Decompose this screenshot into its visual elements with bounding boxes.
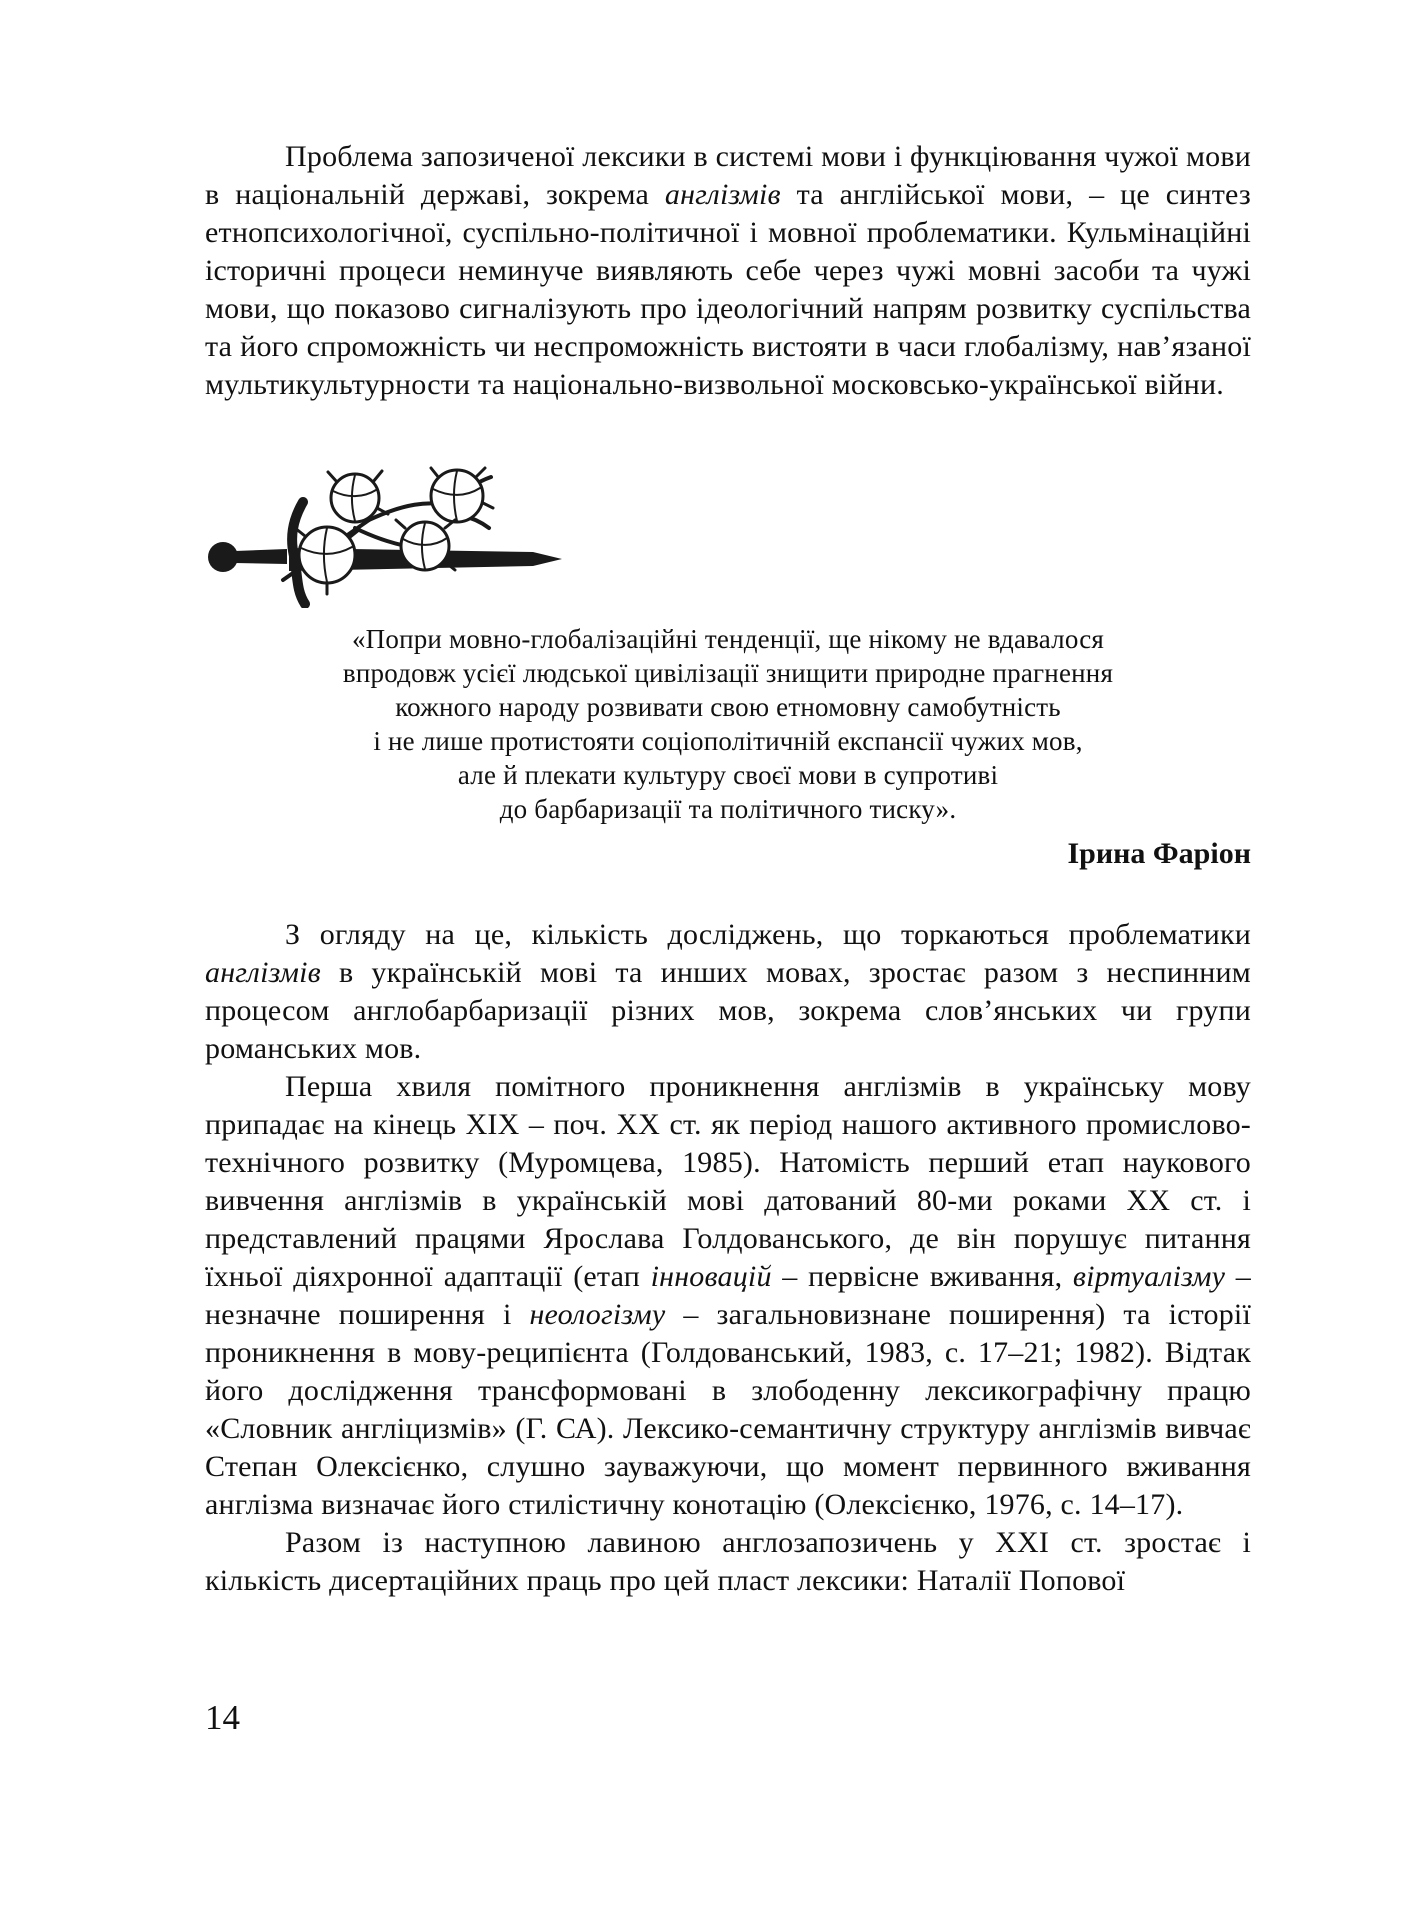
epigraph-quote	[205, 622, 1251, 872]
sword-cotton-branch-icon	[205, 458, 565, 608]
page-number: 14	[205, 1698, 240, 1737]
paragraph-research: З огляду на це, кількість досліджень, що торкаються проблематики англізмів в українській мові та инших мовах, зростає разом з неспинним процесом англобарбаризації різних мов, зокрема слов’янських чи групи романських мов.	[205, 918, 1251, 1065]
paragraph-intro: Проблема запозиченої лексики в системі мови і функціювання чужої мови в національній державі, зокрема англізмів та англійської мови, – це синтез етнопсихологічної, суспільно-політичної і мовної проблематики. Кульмінаційні історичні процеси неминуче виявляють себе через чужі мовні засоби та чужі мови, що показово сигналізують про ідеологічний напрям розвитку суспільства та його спроможність чи неспроможність вистояти в часи глобалізму, нав’язаної мультикультурности та національно-визвольної московсько-української війни.	[205, 140, 1251, 401]
quote-line: кожного народу розвивати свою етномовну самобутність	[395, 692, 1061, 722]
quote-line: впродовж усієї людської цивілізації знищити природне прагнення	[342, 658, 1114, 688]
paragraph-dissertations: Разом із наступною лавиною англозапозичень у ХХІ ст. зростає і кількість дисертаційних праць про цей пласт лексики: Наталії Попової	[205, 1526, 1251, 1597]
quote-line: «Попри мовно-глобалізаційні тенденції, ще нікому не вдавалося	[351, 624, 1105, 654]
quote-line: до барбаризації та політичного тиску».	[499, 794, 957, 824]
sword-cotton-ornament	[205, 458, 565, 608]
paragraph-first-wave: Перша хвиля помітного проникнення англізмів в українську мову припадає на кінець ХІХ – поч. ХХ ст. як період нашого активного промислово-технічного розвитку (Муромцева, 1985). Натомість перший етап наукового вивчення англізмів в українській мові датований 80-ми роками ХХ ст. і представлений працями Ярослава Голдованського, де він порушує питання їхньої діяхронної адаптації (етап інновацій – первісне вживання, віртуалізму – незначне поширення і неологізму – загальновизнане поширення) та історії проникнення в мову-реципієнта (Голдованський, 1983, с. 17–21; 1982). Відтак його дослідження трансформовані в злободенну лексикографічну працю «Словник англіцизмів» (Г. СА). Лексико-семантичну структуру англізмів вивчає Степан Олексієнко, слушно зауважуючи, що момент первинного вживання англізма визначає його стилістичну конотацію (Олексієнко, 1976, с. 14–17).	[205, 1070, 1251, 1521]
quote-line: і не лише протистояти соціополітичній експансії чужих мов,	[373, 726, 1083, 756]
quote-attribution: Ірина Фаріон	[1067, 837, 1251, 870]
text-block	[205, 138, 1251, 1600]
quote-line: але й плекати культуру своєї мови в супротиві	[457, 760, 999, 790]
